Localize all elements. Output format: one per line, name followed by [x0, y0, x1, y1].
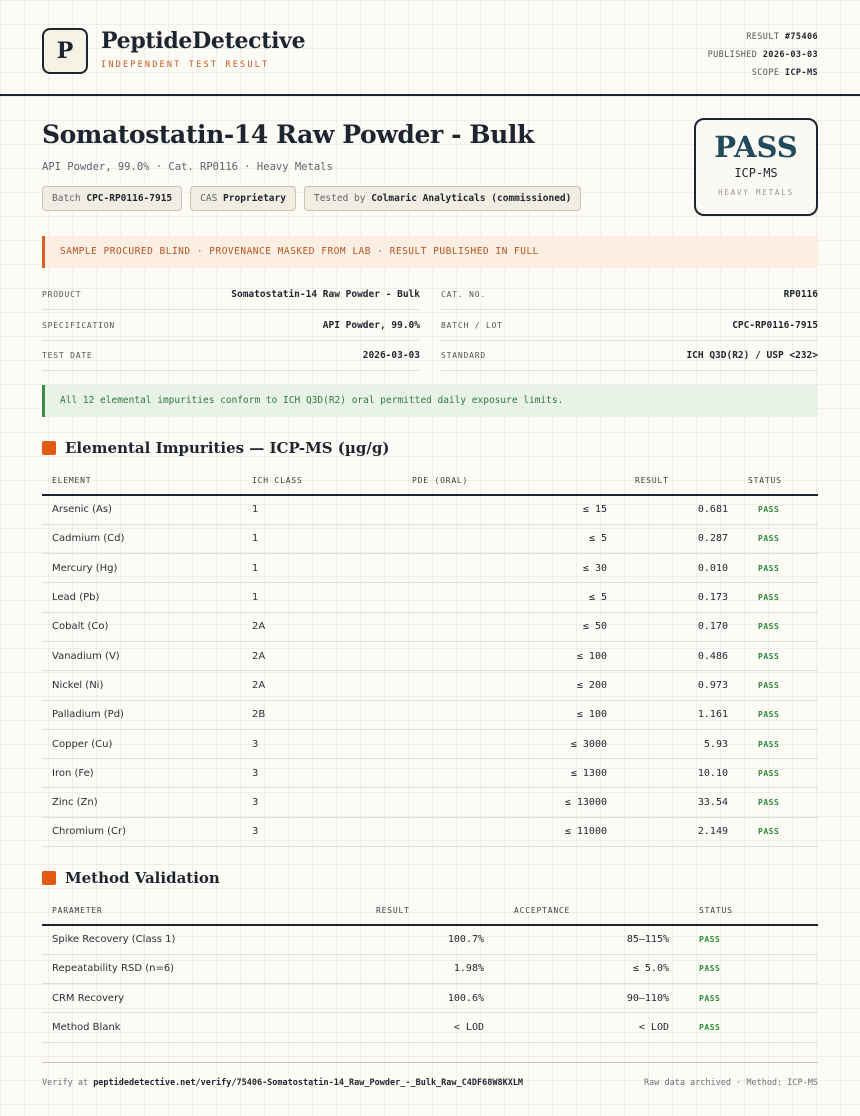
- parameter-cell: Spike Recovery (Class 1): [42, 925, 362, 954]
- info-test-date: TEST DATE 2026-03-03: [42, 341, 420, 371]
- result-cell: 0.010: [617, 554, 738, 583]
- pde-cell: ≤ 3000: [392, 729, 617, 758]
- stamp-method: ICP-MS: [734, 166, 778, 180]
- result-cell: 0.973: [617, 671, 738, 700]
- status-cell: PASS: [738, 554, 818, 583]
- col-element: ELEMENT: [42, 466, 242, 495]
- validation-header-row: [42, 896, 818, 925]
- table-row: [42, 1013, 818, 1042]
- ich-class-cell: 3: [242, 729, 392, 758]
- table-row: [42, 729, 818, 758]
- result-cell: 0.170: [617, 612, 738, 641]
- brand-logo: [42, 28, 88, 74]
- batch-chip: Batch CPC-RP0116-7915: [42, 186, 182, 211]
- impurities-heading: Elemental Impurities — ICP-MS (µg/g): [42, 439, 389, 457]
- pass-stamp: [694, 118, 818, 216]
- element-cell: Lead (Pb): [42, 583, 242, 612]
- cas-chip: CAS Proprietary: [190, 186, 296, 211]
- validation-table: [42, 896, 818, 1043]
- element-cell: Cadmium (Cd): [42, 524, 242, 553]
- status-cell: PASS: [738, 612, 818, 641]
- pde-cell: ≤ 13000: [392, 788, 617, 817]
- table-row: [42, 495, 818, 524]
- table-row: [42, 641, 818, 670]
- val-status-cell: PASS: [679, 984, 818, 1013]
- info-cat-no: CAT. NO. RP0116: [441, 280, 818, 310]
- report-header: [0, 0, 860, 96]
- result-cell: 5.93: [617, 729, 738, 758]
- table-row: [42, 817, 818, 846]
- result-cell: 0.173: [617, 583, 738, 612]
- pde-cell: ≤ 1300: [392, 759, 617, 788]
- parameter-cell: Repeatability RSD (n=6): [42, 954, 362, 983]
- pde-cell: ≤ 50: [392, 612, 617, 641]
- product-chips: [42, 186, 581, 211]
- element-cell: Cobalt (Co): [42, 612, 242, 641]
- product-subtitle: API Powder, 99.0% · Cat. RP0116 · Heavy Metals: [42, 161, 333, 173]
- col-status: STATUS: [738, 466, 818, 495]
- tested-by-chip: Tested by Colmaric Analyticals (commissioned): [304, 186, 581, 211]
- result-cell: 0.681: [617, 495, 738, 524]
- result-cell: 0.486: [617, 641, 738, 670]
- stamp-verdict: PASS: [714, 130, 798, 164]
- col-result: RESULT: [617, 466, 738, 495]
- info-batch-lot: BATCH / LOT CPC-RP0116-7915: [441, 311, 818, 341]
- acceptance-cell: 90–110%: [494, 984, 679, 1013]
- brand-tagline: INDEPENDENT TEST RESULT: [101, 60, 270, 70]
- pde-cell: ≤ 30: [392, 554, 617, 583]
- pde-cell: ≤ 15: [392, 495, 617, 524]
- col-val-status: STATUS: [679, 896, 818, 925]
- ich-class-cell: 2A: [242, 671, 392, 700]
- val-result-cell: 100.6%: [362, 984, 494, 1013]
- ich-class-cell: 1: [242, 554, 392, 583]
- result-cell: 0.287: [617, 524, 738, 553]
- conformance-banner: All 12 elemental impurities conform to ICH Q3D(R2) oral permitted daily exposure limits.: [42, 385, 818, 417]
- acceptance-cell: ≤ 5.0%: [494, 954, 679, 983]
- parameter-cell: Method Blank: [42, 1013, 362, 1042]
- table-row: [42, 759, 818, 788]
- parameter-cell: CRM Recovery: [42, 984, 362, 1013]
- impurities-header-row: [42, 466, 818, 495]
- meta-result: RESULT #75406: [746, 32, 818, 42]
- ich-class-cell: 2B: [242, 700, 392, 729]
- col-acceptance: ACCEPTANCE: [494, 896, 679, 925]
- result-cell: 2.149: [617, 817, 738, 846]
- info-specification: SPECIFICATION API Powder, 99.0%: [42, 311, 420, 341]
- status-cell: PASS: [738, 788, 818, 817]
- ich-class-cell: 1: [242, 524, 392, 553]
- table-row: [42, 554, 818, 583]
- status-cell: PASS: [738, 524, 818, 553]
- meta-published: PUBLISHED 2026-03-03: [707, 50, 818, 60]
- section-marker-icon: [42, 441, 56, 455]
- ich-class-cell: 1: [242, 583, 392, 612]
- ich-class-cell: 3: [242, 759, 392, 788]
- impurities-table: [42, 466, 818, 847]
- element-cell: Palladium (Pd): [42, 700, 242, 729]
- val-result-cell: < LOD: [362, 1013, 494, 1042]
- footer-archive-note: Raw data archived · Method: ICP-MS: [644, 1078, 818, 1088]
- table-row: [42, 984, 818, 1013]
- ich-class-cell: 2A: [242, 641, 392, 670]
- report-meta: [708, 28, 818, 82]
- pde-cell: ≤ 100: [392, 700, 617, 729]
- pde-cell: ≤ 11000: [392, 817, 617, 846]
- val-result-cell: 1.98%: [362, 954, 494, 983]
- table-row: [42, 788, 818, 817]
- ich-class-cell: 1: [242, 495, 392, 524]
- element-cell: Mercury (Hg): [42, 554, 242, 583]
- status-cell: PASS: [738, 759, 818, 788]
- result-cell: 33.54: [617, 788, 738, 817]
- val-status-cell: PASS: [679, 925, 818, 954]
- status-cell: PASS: [738, 583, 818, 612]
- product-title: Somatostatin-14 Raw Powder - Bulk: [42, 120, 534, 149]
- val-status-cell: PASS: [679, 1013, 818, 1042]
- status-cell: PASS: [738, 700, 818, 729]
- table-row: [42, 954, 818, 983]
- ich-class-cell: 2A: [242, 612, 392, 641]
- table-row: [42, 671, 818, 700]
- validation-heading: Method Validation: [42, 869, 220, 887]
- report-footer: Verify at peptidedetective.net/verify/75406-Somatostatin-14_Raw_Powder_-_Bulk_Raw_C4DF68W8KXLM Raw data archived · Method: ICP-MS: [42, 1062, 818, 1088]
- element-cell: Chromium (Cr): [42, 817, 242, 846]
- info-standard: STANDARD ICH Q3D(R2) / USP <232>: [441, 341, 818, 371]
- procurement-notice: SAMPLE PROCURED BLIND · PROVENANCE MASKED FROM LAB · RESULT PUBLISHED IN FULL: [42, 236, 818, 268]
- result-cell: 1.161: [617, 700, 738, 729]
- pde-cell: ≤ 100: [392, 641, 617, 670]
- table-row: [42, 700, 818, 729]
- col-pde: PDE (ORAL): [392, 466, 617, 495]
- ich-class-cell: 3: [242, 788, 392, 817]
- info-product: PRODUCT Somatostatin-14 Raw Powder - Bulk: [42, 280, 420, 310]
- pde-cell: ≤ 200: [392, 671, 617, 700]
- result-cell: 10.10: [617, 759, 738, 788]
- table-row: [42, 524, 818, 553]
- element-cell: Zinc (Zn): [42, 788, 242, 817]
- element-cell: Arsenic (As): [42, 495, 242, 524]
- pde-cell: ≤ 5: [392, 583, 617, 612]
- acceptance-cell: 85–115%: [494, 925, 679, 954]
- section-marker-icon: [42, 871, 56, 885]
- verify-link[interactable]: peptidedetective.net/verify/75406-Somatostatin-14_Raw_Powder_-_Bulk_Raw_C4DF68W8KXLM: [93, 1078, 524, 1088]
- logo-letter: P: [56, 38, 74, 64]
- ich-class-cell: 3: [242, 817, 392, 846]
- status-cell: PASS: [738, 671, 818, 700]
- element-cell: Iron (Fe): [42, 759, 242, 788]
- val-status-cell: PASS: [679, 954, 818, 983]
- status-cell: PASS: [738, 817, 818, 846]
- val-result-cell: 100.7%: [362, 925, 494, 954]
- element-cell: Copper (Cu): [42, 729, 242, 758]
- brand-name: PeptideDetective: [101, 28, 306, 54]
- table-row: [42, 612, 818, 641]
- table-row: [42, 925, 818, 954]
- pde-cell: ≤ 5: [392, 524, 617, 553]
- element-cell: Nickel (Ni): [42, 671, 242, 700]
- col-val-result: RESULT: [362, 896, 494, 925]
- acceptance-cell: < LOD: [494, 1013, 679, 1042]
- status-cell: PASS: [738, 729, 818, 758]
- status-cell: PASS: [738, 641, 818, 670]
- stamp-scope: HEAVY METALS: [718, 188, 794, 197]
- meta-scope: SCOPE ICP-MS: [751, 68, 818, 78]
- table-row: [42, 583, 818, 612]
- col-ich-class: ICH CLASS: [242, 466, 392, 495]
- element-cell: Vanadium (V): [42, 641, 242, 670]
- status-cell: PASS: [738, 495, 818, 524]
- col-parameter: PARAMETER: [42, 896, 362, 925]
